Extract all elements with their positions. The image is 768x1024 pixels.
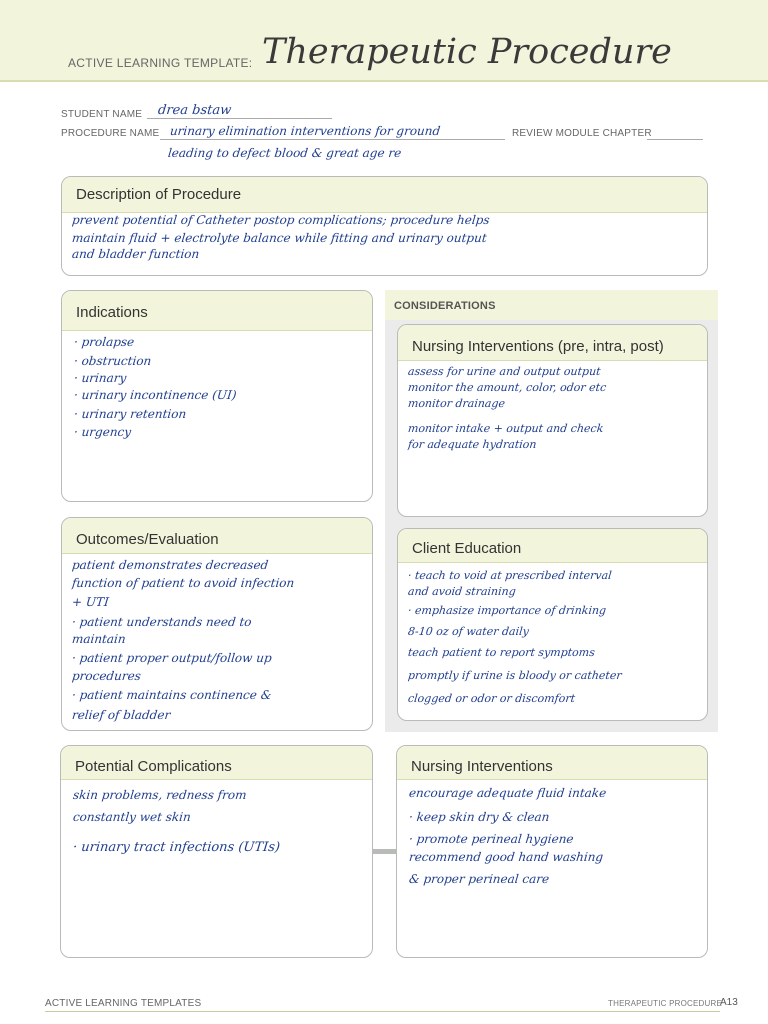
outcomes-line[interactable]: function of patient to avoid infection: [71, 576, 296, 590]
nursing-interventions-box: [396, 745, 708, 958]
review-module-line: [647, 139, 703, 140]
indications-line[interactable]: · urinary retention: [73, 407, 187, 421]
review-module-label: REVIEW MODULE CHAPTER: [512, 128, 652, 139]
outcomes-heading: Outcomes/Evaluation: [62, 518, 372, 554]
client-education-line[interactable]: 8-10 oz of water daily: [407, 625, 530, 638]
student-name-value[interactable]: drea bstaw: [157, 103, 233, 118]
complications-box: [60, 745, 373, 958]
nursing-interventions-heading: Nursing Interventions: [397, 746, 707, 780]
page-title: Therapeutic Procedure: [262, 32, 672, 72]
nursing-interventions-line[interactable]: · keep skin dry & clean: [408, 810, 551, 824]
description-box: [61, 176, 708, 276]
client-education-box: [397, 528, 708, 721]
indications-line[interactable]: · urgency: [73, 425, 132, 439]
complications-line[interactable]: constantly wet skin: [72, 810, 192, 824]
procedure-name-value-1[interactable]: urinary elimination interventions for ground: [169, 124, 441, 138]
template-label: ACTIVE LEARNING TEMPLATE:: [68, 56, 253, 70]
footer-rule: [45, 1011, 720, 1012]
indications-line[interactable]: · prolapse: [73, 335, 135, 349]
nursing-interventions-line[interactable]: encourage adequate fluid intake: [408, 786, 607, 800]
client-education-line[interactable]: clogged or odor or discomfort: [407, 692, 576, 705]
procedure-name-label: PROCEDURE NAME: [61, 128, 160, 139]
nursing-interventions-pip-line[interactable]: monitor drainage: [407, 397, 506, 410]
nursing-interventions-pip-line[interactable]: monitor the amount, color, odor etc: [407, 381, 607, 394]
indications-line[interactable]: · urinary incontinence (UI): [73, 388, 238, 402]
footer-left-label: ACTIVE LEARNING TEMPLATES: [45, 998, 202, 1009]
nursing-interventions-pip-heading: Nursing Interventions (pre, intra, post): [398, 325, 707, 361]
client-education-line[interactable]: · emphasize importance of drinking: [407, 604, 607, 617]
nursing-interventions-pip-box: [397, 324, 708, 517]
nursing-interventions-pip-line[interactable]: monitor intake + output and check: [407, 422, 605, 435]
outcomes-line[interactable]: · patient proper output/follow up: [71, 651, 273, 665]
client-education-line[interactable]: · teach to void at prescribed interval: [407, 569, 613, 582]
indications-line[interactable]: · urinary: [73, 371, 128, 385]
considerations-heading: CONSIDERATIONS: [385, 290, 718, 320]
client-education-line[interactable]: and avoid straining: [407, 585, 517, 598]
outcomes-line[interactable]: maintain: [71, 632, 127, 646]
indications-box: [61, 290, 373, 502]
procedure-name-line: [160, 139, 505, 140]
footer-right-label: THERAPEUTIC PROCEDURE: [608, 999, 722, 1008]
outcomes-line[interactable]: · patient maintains continence &: [71, 688, 273, 702]
outcomes-line[interactable]: · patient understands need to: [71, 615, 253, 629]
complications-line[interactable]: · urinary tract infections (UTIs): [72, 840, 281, 855]
outcomes-line[interactable]: procedures: [71, 669, 142, 683]
description-line[interactable]: and bladder function: [71, 247, 201, 261]
footer-page-number: A13: [720, 997, 738, 1008]
complications-heading: Potential Complications: [61, 746, 372, 780]
indications-heading: Indications: [62, 291, 372, 331]
nursing-interventions-line[interactable]: · promote perineal hygiene: [408, 832, 575, 846]
client-education-line[interactable]: teach patient to report symptoms: [407, 646, 596, 659]
client-education-line[interactable]: promptly if urine is bloody or catheter: [407, 669, 623, 682]
indications-line[interactable]: · obstruction: [73, 354, 153, 368]
procedure-name-value-2[interactable]: leading to defect blood & great age re: [167, 146, 402, 160]
outcomes-line[interactable]: + UTI: [71, 595, 110, 609]
student-name-label: STUDENT NAME: [61, 109, 143, 120]
client-education-heading: Client Education: [398, 529, 707, 563]
nursing-interventions-pip-line[interactable]: assess for urine and output output: [407, 365, 602, 378]
student-name-line: [147, 118, 332, 119]
outcomes-line[interactable]: patient demonstrates decreased: [71, 558, 270, 572]
nursing-interventions-line[interactable]: recommend good hand washing: [408, 850, 604, 864]
box-connector: [373, 849, 396, 854]
nursing-interventions-pip-line[interactable]: for adequate hydration: [407, 438, 538, 451]
nursing-interventions-line[interactable]: & proper perineal care: [408, 872, 550, 886]
description-line[interactable]: prevent potential of Catheter postop complications; procedure helps: [71, 213, 491, 227]
description-line[interactable]: maintain fluid + electrolyte balance while fitting and urinary output: [71, 231, 488, 245]
description-heading: Description of Procedure: [62, 177, 707, 213]
complications-line[interactable]: skin problems, redness from: [72, 788, 248, 802]
outcomes-box: [61, 517, 373, 731]
outcomes-line[interactable]: relief of bladder: [71, 708, 171, 722]
